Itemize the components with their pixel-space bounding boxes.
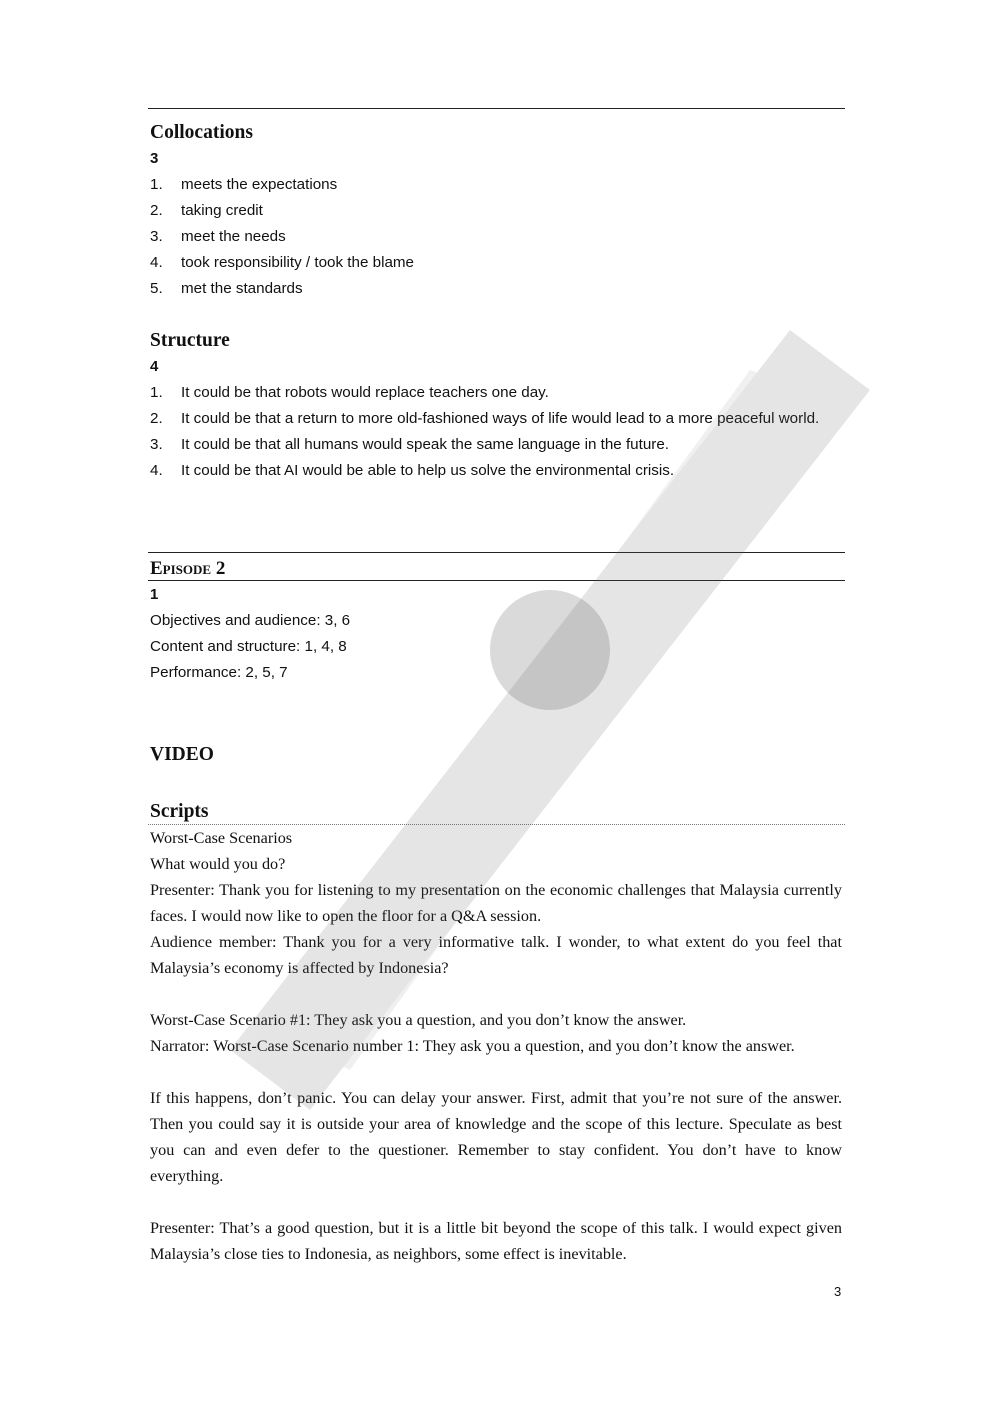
video-heading: VIDEO: [150, 744, 214, 765]
script-paragraph: If this happens, don’t panic. You can delay your answer. First, admit that you’re not sure of the answer. Then you could say it is outside your area of knowledge and the scope of this lecture. Speculate as best you can and even defer to the questioner. Remember to stay confident. You don’t have to know everything.: [150, 1089, 842, 1185]
episode-line: Content and structure: 1, 4, 8: [150, 638, 347, 655]
script-title: Worst-Case Scenarios: [150, 829, 293, 847]
collocations-heading: Collocations: [150, 122, 253, 143]
list-item: 2. It could be that a return to more old-fashioned ways of life would lead to a more peaceful world.: [150, 410, 820, 427]
episode-rule-bottom: [148, 580, 845, 581]
episode-rule-top: [148, 552, 845, 553]
list-item: 4. It could be that AI would be able to help us solve the environmental crisis.: [150, 462, 675, 479]
script-paragraph: Worst-Case Scenario #1: They ask you a question, and you don’t know the answer.: [150, 1011, 687, 1029]
top-rule: [148, 108, 845, 109]
list-item: 1. It could be that robots would replace teachers one day.: [150, 384, 549, 401]
script-paragraph: Presenter: That’s a good question, but it is a little bit beyond the scope of this talk. I would expect given Malaysia’s close ties to Indonesia, as neighbors, some effect is inevitable.: [150, 1219, 842, 1263]
page-number: 3: [834, 1284, 842, 1299]
scripts-heading: Scripts: [150, 801, 209, 822]
episode-exercise-number: 1: [150, 586, 159, 603]
script-paragraph: Audience member: Thank you for a very informative talk. I wonder, to what extent do you feel that Malaysia’s economy is affected by Indonesia?: [150, 933, 842, 977]
episode-line: Performance: 2, 5, 7: [150, 664, 288, 681]
list-item: 2. taking credit: [150, 202, 263, 219]
structure-exercise-number: 4: [150, 358, 159, 375]
collocations-list: [150, 172, 844, 302]
script-paragraph: Presenter: Thank you for listening to my presentation on the economic challenges that Malaysia currently faces. I would now like to open the floor for a Q&A session.: [150, 881, 842, 925]
collocations-exercise-number: 3: [150, 150, 159, 167]
list-item: 1. meets the expectations: [150, 176, 338, 193]
script-paragraph: Narrator: Worst-Case Scenario number 1: They ask you a question, and you don’t know the answer.: [150, 1037, 795, 1055]
list-item: 3. meet the needs: [150, 228, 286, 245]
list-item: 4. took responsibility / took the blame: [150, 254, 414, 271]
list-item: 5. met the standards: [150, 280, 303, 297]
script-subtitle: What would you do?: [150, 855, 286, 873]
episode-heading: Episode 2: [150, 558, 226, 579]
episode-line: Objectives and audience: 3, 6: [150, 612, 351, 629]
structure-heading: Structure: [150, 330, 230, 351]
structure-list: [150, 380, 844, 484]
list-item: 3. It could be that all humans would speak the same language in the future.: [150, 436, 670, 453]
